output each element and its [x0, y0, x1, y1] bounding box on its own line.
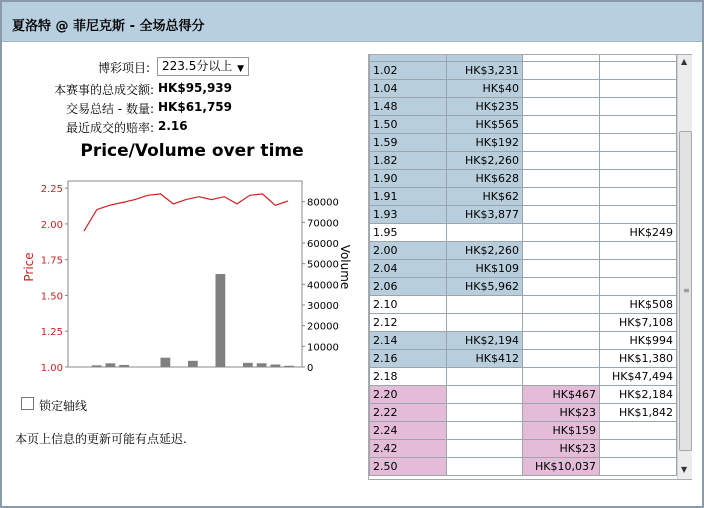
- odds-row[interactable]: [370, 152, 677, 170]
- back-amount-cell[interactable]: HK$2,260: [447, 242, 523, 260]
- matched-volume-cell[interactable]: [600, 242, 677, 260]
- matched-volume-cell[interactable]: HK$1,380: [600, 350, 677, 368]
- lay-amount-cell[interactable]: [523, 188, 600, 206]
- back-amount-cell[interactable]: [447, 404, 523, 422]
- lay-amount-cell[interactable]: [523, 314, 600, 332]
- volume-bar: [271, 365, 281, 367]
- back-amount-cell[interactable]: [447, 224, 523, 242]
- volume-tick-label: 70000: [307, 218, 339, 230]
- lay-amount-cell[interactable]: [523, 350, 600, 368]
- matched-volume-cell[interactable]: HK$508: [600, 296, 677, 314]
- matched-row: [2, 81, 382, 97]
- odds-cell[interactable]: 1.59: [370, 134, 447, 152]
- matched-volume-cell[interactable]: [600, 206, 677, 224]
- odds-row[interactable]: [370, 278, 677, 296]
- odds-cell[interactable]: 1.90: [370, 170, 447, 188]
- price-tick-label: 1.50: [40, 291, 63, 303]
- matched-volume-cell[interactable]: [600, 98, 677, 116]
- lay-amount-cell[interactable]: HK$23: [523, 404, 600, 422]
- odds-cell[interactable]: 1.93: [370, 206, 447, 224]
- matched-volume-cell[interactable]: [600, 170, 677, 188]
- volume-axis: [302, 198, 339, 374]
- odds-row[interactable]: [370, 314, 677, 332]
- odds-cell[interactable]: 2.10: [370, 296, 447, 314]
- back-amount-cell[interactable]: HK$109: [447, 260, 523, 278]
- odds-row[interactable]: [370, 206, 677, 224]
- volume-bar: [106, 363, 116, 367]
- back-amount-cell[interactable]: HK$628: [447, 170, 523, 188]
- chevron-down-icon: ▼: [237, 64, 244, 74]
- matched-volume-cell[interactable]: HK$1,842: [600, 404, 677, 422]
- plot-area: [68, 181, 302, 367]
- bet-label: 博彩项目:: [97, 61, 150, 75]
- matched-volume-cell[interactable]: [600, 116, 677, 134]
- back-amount-cell[interactable]: [447, 440, 523, 458]
- volume-tick-label: 20000: [307, 321, 339, 333]
- matched-volume-cell[interactable]: HK$994: [600, 332, 677, 350]
- lay-amount-cell[interactable]: [523, 260, 600, 278]
- back-amount-cell[interactable]: [447, 368, 523, 386]
- matched-volume-cell[interactable]: [600, 62, 677, 80]
- back-amount-cell[interactable]: HK$40: [447, 80, 523, 98]
- odds-cell[interactable]: [370, 54, 447, 62]
- price-axis: [41, 184, 68, 374]
- back-amount-cell[interactable]: HK$235: [447, 98, 523, 116]
- odds-row[interactable]: [370, 422, 677, 440]
- matched-volume-cell[interactable]: [600, 278, 677, 296]
- odds-cell[interactable]: 2.22: [370, 404, 447, 422]
- matched-volume-cell[interactable]: [600, 458, 677, 476]
- odds-row[interactable]: [370, 98, 677, 116]
- window-title: 夏洛特 @ 菲尼克斯 - 全场总得分: [12, 19, 205, 34]
- odds-row[interactable]: [370, 54, 677, 62]
- price-tick-label: 2.25: [40, 184, 63, 196]
- odds-cell[interactable]: 1.82: [370, 152, 447, 170]
- lay-amount-cell[interactable]: HK$23: [523, 440, 600, 458]
- back-amount-cell[interactable]: HK$3,231: [447, 62, 523, 80]
- matched-volume-cell[interactable]: [600, 260, 677, 278]
- back-amount-cell[interactable]: HK$62: [447, 188, 523, 206]
- price-tick-label: 1.25: [40, 327, 63, 339]
- scroll-down-icon[interactable]: ▼: [681, 465, 688, 474]
- lay-amount-cell[interactable]: [523, 332, 600, 350]
- odds-cell[interactable]: 2.00: [370, 242, 447, 260]
- odds-cell[interactable]: 2.24: [370, 422, 447, 440]
- odds-cell[interactable]: 1.50: [370, 116, 447, 134]
- volume-bar: [92, 365, 102, 367]
- odds-cell[interactable]: 2.12: [370, 314, 447, 332]
- back-amount-cell[interactable]: HK$2,194: [447, 332, 523, 350]
- volume-bar: [284, 366, 294, 367]
- odds-row[interactable]: [370, 188, 677, 206]
- lay-amount-cell[interactable]: [523, 116, 600, 134]
- volume-row: [2, 100, 382, 116]
- lay-amount-cell[interactable]: [523, 134, 600, 152]
- volume-label: 交易总结 - 数量:: [65, 102, 154, 116]
- odds-cell[interactable]: 2.42: [370, 440, 447, 458]
- price-tick-label: 2.00: [40, 219, 63, 231]
- matched-volume-cell[interactable]: [600, 440, 677, 458]
- lay-amount-cell[interactable]: [523, 170, 600, 188]
- odds-row[interactable]: [370, 350, 677, 368]
- lay-amount-cell[interactable]: [523, 62, 600, 80]
- bet-row: [2, 59, 162, 75]
- lay-amount-cell[interactable]: HK$159: [523, 422, 600, 440]
- lay-amount-cell[interactable]: [523, 152, 600, 170]
- volume-tick-label: 80000: [307, 197, 339, 209]
- price-volume-chart: [2, 167, 372, 387]
- matched-value: HK$95,939: [158, 81, 232, 95]
- bet-select-value: 223.5分以上: [162, 59, 233, 73]
- volume-tick-label: 50000: [307, 259, 339, 271]
- lock-axis-checkbox[interactable]: [21, 397, 34, 410]
- volume-tick-label: 0: [307, 363, 314, 374]
- back-amount-cell[interactable]: [447, 458, 523, 476]
- back-amount-cell[interactable]: HK$3,877: [447, 206, 523, 224]
- lay-amount-cell[interactable]: [523, 54, 600, 62]
- lay-amount-cell[interactable]: HK$10,037: [523, 458, 600, 476]
- lay-amount-cell[interactable]: [523, 224, 600, 242]
- odds-cell[interactable]: 1.02: [370, 62, 447, 80]
- matched-volume-cell[interactable]: [600, 152, 677, 170]
- price-tick-label: 1.00: [40, 363, 63, 374]
- back-amount-cell[interactable]: [447, 422, 523, 440]
- volume-axis-label: Volume: [338, 244, 352, 290]
- chart-title: Price/Volume over time: [80, 141, 304, 161]
- matched-volume-cell[interactable]: [600, 80, 677, 98]
- odds-cell[interactable]: 2.06: [370, 278, 447, 296]
- last-odds-value: 2.16: [158, 119, 188, 133]
- back-amount-cell[interactable]: HK$2,260: [447, 152, 523, 170]
- odds-row[interactable]: [370, 404, 677, 422]
- back-amount-cell[interactable]: [447, 314, 523, 332]
- lay-amount-cell[interactable]: HK$467: [523, 386, 600, 404]
- odds-row[interactable]: [370, 440, 677, 458]
- lay-amount-cell[interactable]: [523, 242, 600, 260]
- volume-tick-label: 60000: [307, 239, 339, 250]
- matched-volume-cell[interactable]: HK$7,108: [600, 314, 677, 332]
- odds-table: [369, 54, 677, 476]
- lay-amount-cell[interactable]: [523, 278, 600, 296]
- price-axis-label: Price: [22, 252, 36, 282]
- volume-value: HK$61,759: [158, 100, 232, 114]
- matched-volume-cell[interactable]: [600, 54, 677, 62]
- odds-cell[interactable]: 1.48: [370, 98, 447, 116]
- odds-cell[interactable]: 2.20: [370, 386, 447, 404]
- bet-select[interactable]: [157, 57, 249, 76]
- matched-volume-cell[interactable]: HK$2,184: [600, 386, 677, 404]
- odds-row[interactable]: [370, 224, 677, 242]
- matched-volume-cell[interactable]: [600, 188, 677, 206]
- volume-bar: [216, 274, 226, 367]
- odds-cell[interactable]: 1.95: [370, 224, 447, 242]
- odds-row[interactable]: [370, 368, 677, 386]
- volume-tick-label: 10000: [307, 342, 339, 354]
- back-amount-cell[interactable]: [447, 296, 523, 314]
- odds-row[interactable]: [370, 116, 677, 134]
- matched-volume-cell[interactable]: [600, 134, 677, 152]
- odds-row[interactable]: [370, 80, 677, 98]
- volume-bar: [188, 361, 198, 367]
- odds-cell[interactable]: 2.16: [370, 350, 447, 368]
- odds-cell[interactable]: 1.04: [370, 80, 447, 98]
- odds-row[interactable]: [370, 296, 677, 314]
- matched-volume-cell[interactable]: HK$249: [600, 224, 677, 242]
- odds-cell[interactable]: 2.14: [370, 332, 447, 350]
- back-amount-cell[interactable]: HK$565: [447, 116, 523, 134]
- lay-amount-cell[interactable]: [523, 80, 600, 98]
- back-amount-cell[interactable]: [447, 386, 523, 404]
- volume-tick-label: 30000: [307, 301, 339, 312]
- odds-row[interactable]: [370, 260, 677, 278]
- odds-row[interactable]: [370, 62, 677, 80]
- matched-volume-cell[interactable]: HK$47,494: [600, 368, 677, 386]
- scroll-up-icon[interactable]: ▲: [681, 57, 688, 66]
- odds-cell[interactable]: 2.04: [370, 260, 447, 278]
- odds-row[interactable]: [370, 332, 677, 350]
- volume-bar: [119, 365, 129, 367]
- back-amount-cell[interactable]: HK$5,962: [447, 278, 523, 296]
- lay-amount-cell[interactable]: [523, 368, 600, 386]
- chart-frame: [68, 181, 302, 367]
- lay-amount-cell[interactable]: [523, 98, 600, 116]
- back-amount-cell[interactable]: [447, 54, 523, 62]
- matched-volume-cell[interactable]: [600, 422, 677, 440]
- odds-ladder[interactable]: [368, 54, 692, 480]
- odds-row[interactable]: [370, 458, 677, 476]
- odds-row[interactable]: [370, 134, 677, 152]
- price-tick-label: 1.75: [40, 255, 63, 267]
- volume-bar: [243, 363, 253, 367]
- odds-row[interactable]: [370, 170, 677, 188]
- odds-cell[interactable]: 2.50: [370, 458, 447, 476]
- odds-cell[interactable]: 1.91: [370, 188, 447, 206]
- window-titlebar: [2, 2, 702, 42]
- back-amount-cell[interactable]: HK$412: [447, 350, 523, 368]
- matched-label: 本赛事的总成交额:: [53, 83, 154, 97]
- lay-amount-cell[interactable]: [523, 206, 600, 224]
- volume-bar: [161, 358, 171, 367]
- lock-axis-label: 锁定轴线: [39, 399, 88, 413]
- odds-scrollbar[interactable]: [677, 55, 692, 479]
- last-odds-label: 最近成交的赔率:: [65, 121, 154, 135]
- odds-row[interactable]: [370, 242, 677, 260]
- volume-tick-label: 40000: [307, 280, 339, 292]
- volume-bar: [257, 363, 267, 367]
- grip-icon: ≡: [683, 286, 690, 295]
- update-delay-notice: 本页上信息的更新可能有点延迟.: [15, 432, 187, 446]
- last-odds-row: [2, 119, 382, 135]
- odds-cell[interactable]: 2.18: [370, 368, 447, 386]
- odds-row[interactable]: [370, 386, 677, 404]
- back-amount-cell[interactable]: HK$192: [447, 134, 523, 152]
- scroll-thumb[interactable]: [679, 131, 692, 451]
- lay-amount-cell[interactable]: [523, 296, 600, 314]
